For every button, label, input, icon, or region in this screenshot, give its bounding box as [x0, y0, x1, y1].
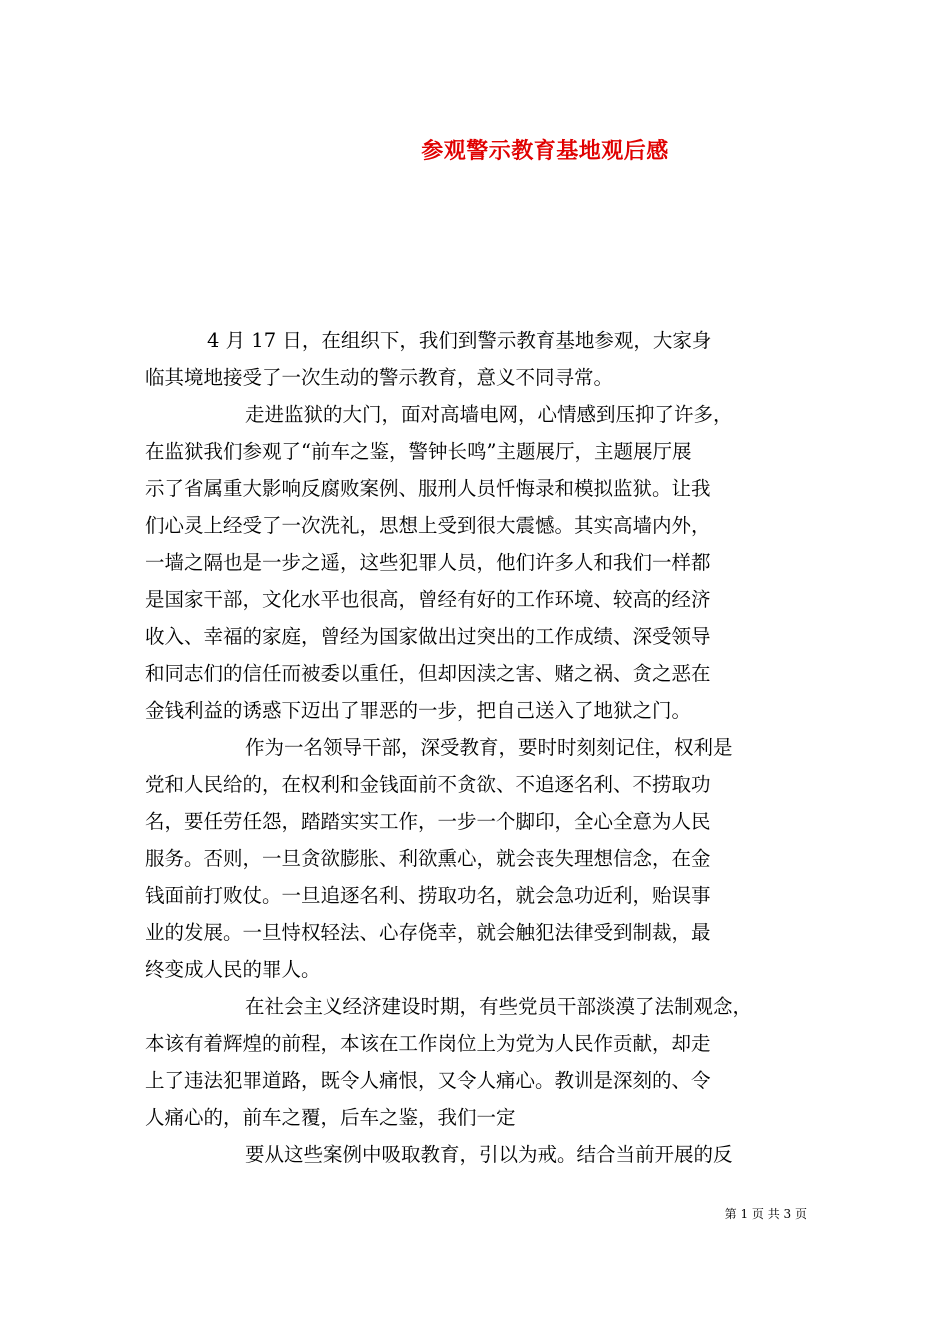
body-line: 和同志们的信任而被委以重任，但却因渎之害、赌之祸、贪之恶在: [145, 662, 711, 685]
document-body: [145, 322, 810, 1173]
body-line: 4 月 17 日，在组织下，我们到警示教育基地参观，大家身: [207, 329, 712, 352]
page-footer: 第 1 页 共 3 页: [724, 1207, 807, 1221]
body-line: 服务。否则，一旦贪欲膨胀、利欲熏心，就会丧失理想信念，在金: [145, 847, 711, 870]
body-line: 示了省属重大影响反腐败案例、服刑人员忏悔录和模拟监狱。让我: [145, 477, 711, 500]
body-line: 是国家干部，文化水平也很高，曾经有好的工作环境、较高的经济: [145, 588, 711, 611]
body-line: 上了违法犯罪道路，既令人痛恨，又令人痛心。教训是深刻的、令: [145, 1069, 711, 1092]
body-line: 业的发展。一旦恃权轻法、心存侥幸，就会触犯法律受到制裁，最: [145, 921, 711, 944]
body-line: 钱面前打败仗。一旦追逐名利、捞取功名，就会急功近利，贻误事: [145, 884, 711, 907]
body-line: 临其境地接受了一次生动的警示教育，意义不同寻常。: [145, 366, 614, 389]
body-line: 党和人民给的，在权利和金钱面前不贪欲、不追逐名利、不捞取功: [145, 773, 711, 796]
body-line: 人痛心的，前车之覆，后车之鉴，我们一定: [145, 1106, 516, 1129]
body-line: 在监狱我们参观了“前车之鉴，警钟长鸣”主题展厅，主题展厅展: [145, 440, 692, 463]
body-line: 走进监狱的大门，面对高墙电网，心情感到压抑了许多，: [245, 403, 733, 426]
body-line: 金钱利益的诱惑下迈出了罪恶的一步，把自己送入了地狱之门。: [145, 699, 692, 722]
body-line: 一墙之隔也是一步之遥，这些犯罪人员，他们许多人和我们一样都: [145, 551, 711, 574]
document-title: 参观警示教育基地观后感: [421, 138, 669, 164]
body-line: 收入、幸福的家庭，曾经为国家做出过突出的工作成绩、深受领导: [145, 625, 711, 648]
body-line: 终变成人民的罪人。: [145, 958, 321, 981]
body-line: 作为一名领导干部，深受教育，要时时刻刻记住，权利是: [245, 736, 733, 759]
body-line: 们心灵上经受了一次洗礼，思想上受到很大震憾。其实高墙内外，: [145, 514, 711, 537]
body-line: 要从这些案例中吸取教育，引以为戒。结合当前开展的反: [245, 1143, 733, 1166]
body-line: 在社会主义经济建设时期，有些党员干部淡漠了法制观念，: [245, 995, 753, 1018]
body-line: 本该有着辉煌的前程，本该在工作岗位上为党为人民作贡献，却走: [145, 1032, 711, 1055]
body-line: 名，要任劳任怨，踏踏实实工作，一步一个脚印，全心全意为人民: [145, 810, 711, 833]
